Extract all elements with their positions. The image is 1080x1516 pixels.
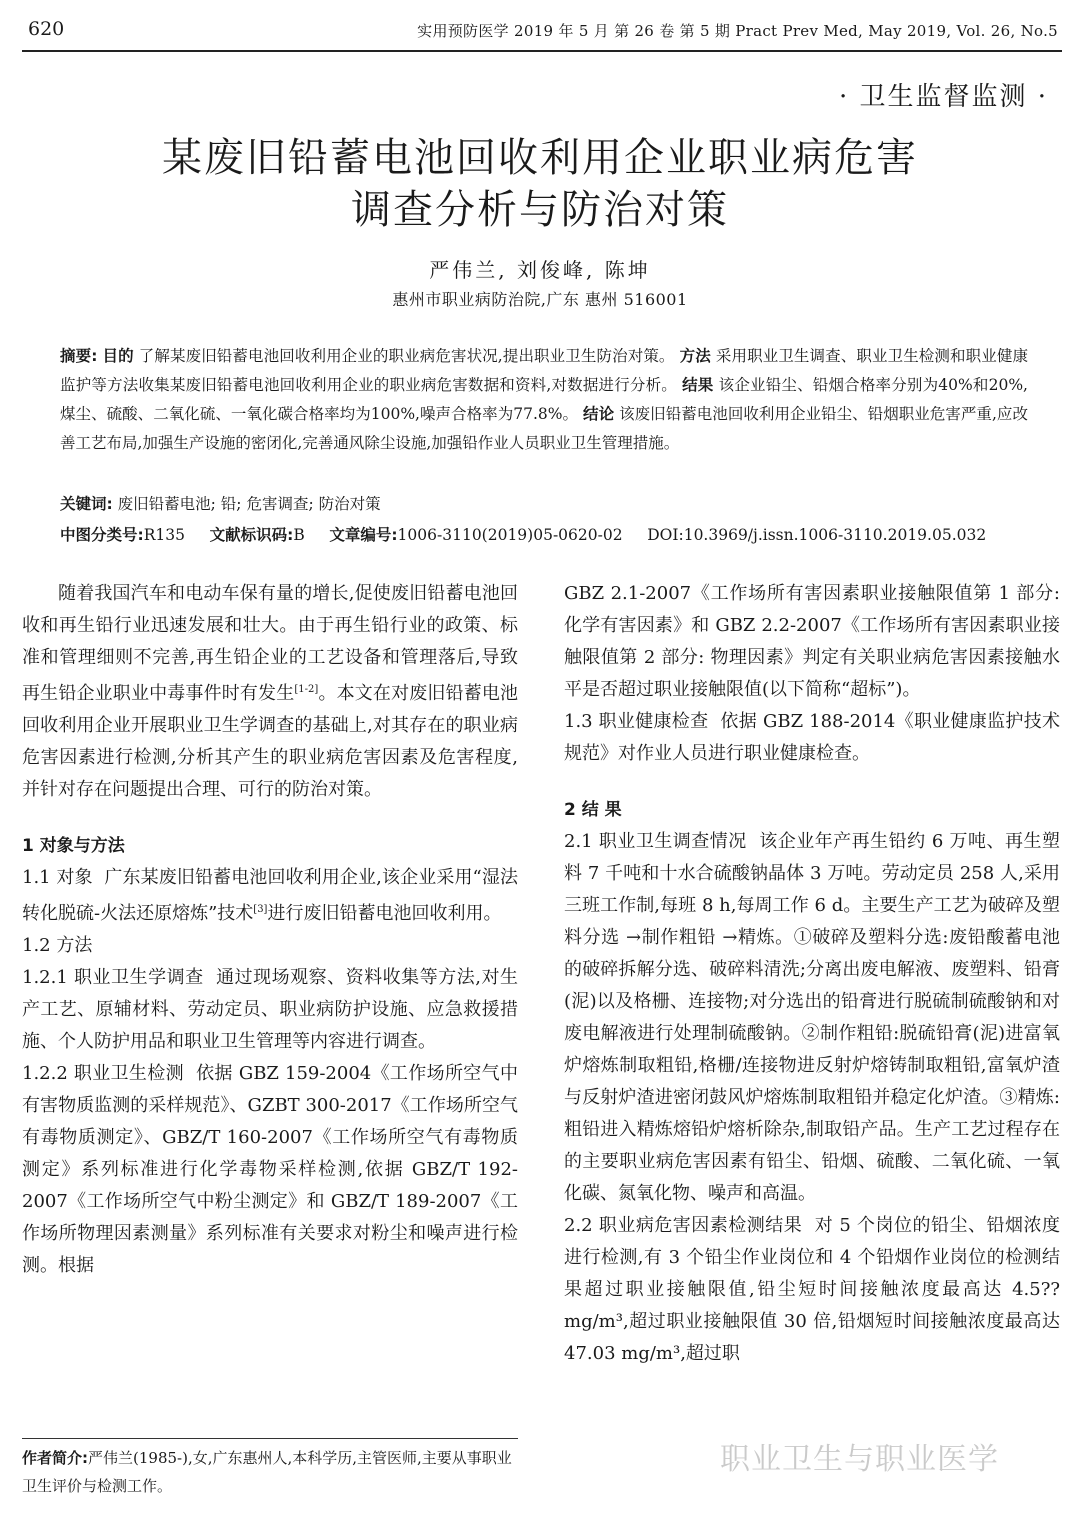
- clc-label: 中图分类号:: [60, 526, 144, 544]
- section-2-heading: 2 结 果: [564, 800, 622, 820]
- results-label: 结果: [682, 376, 714, 394]
- abstract: [60, 342, 1028, 458]
- right-column: [564, 578, 1060, 1370]
- footnote-divider: [22, 1438, 518, 1439]
- article-meta: [60, 523, 986, 545]
- conclusion-label: 结论: [583, 405, 615, 423]
- header-divider: [22, 50, 1062, 52]
- keywords-value: 废旧铅蓄电池; 铅; 危害调查; 防治对策: [117, 495, 381, 513]
- section-1-2-heading: 1.2 方法: [22, 935, 93, 956]
- abstract-label: 摘要:: [60, 347, 98, 365]
- intro-citation: [1-2]: [294, 684, 319, 695]
- section-1-3: 1.3 职业健康检查 依据 GBZ 188-2014《职业健康监护技术规范》对作业人员进行职业健康检查。: [564, 711, 1060, 764]
- title-line-1: 某废旧铅蓄电池回收利用企业职业病危害: [162, 135, 918, 181]
- section-2-2: 2.2 职业病危害因素检测结果 对 5 个岗位的铅尘、铅烟浓度进行检测,有 3 个铅尘作业岗位和 4 个铅烟作业岗位的检测结果超过职业接触限值,铅尘短时间接触浓度最高达 4.5?? mg/m³,超过职业接触限值 30 倍,铅烟短时间接触浓度最高达 47.03 mg/m³,超过职: [564, 1215, 1060, 1364]
- continued-paragraph: GBZ 2.1-2007《工作场所有害因素职业接触限值第 1 部分: 化学有害因素》和 GBZ 2.2-2007《工作场所有害因素职业接触限值第 2 部分: 物理因素》判定有关职业病危害因素接触水平是否超过职业接触限值(以下简称“超标”)。: [564, 583, 1060, 700]
- page-number: 620: [28, 18, 65, 40]
- s11-citation: [3]: [253, 904, 268, 915]
- left-column: [22, 578, 518, 1282]
- authors: 严伟兰, 刘俊峰, 陈坤: [429, 258, 651, 282]
- section-1-1: 1.1 对象 广东某废旧铅蓄电池回收利用企业,该企业采用“湿法转化脱硫-火法还原熔炼”技术[3]进行废旧铅蓄电池回收利用。: [22, 867, 518, 924]
- keywords-label: 关键词:: [60, 495, 113, 513]
- author-footnote: [22, 1444, 522, 1500]
- article-label: 文章编号:: [329, 526, 398, 544]
- doc-value: B: [293, 526, 305, 544]
- conclusion-text: 该废旧铅蓄电池回收利用企业铅尘、铅烟职业危害严重,应改善工艺布局,加强生产设施的密闭化,完善通风除尘设施,加强铅作业人员职业卫生管理措施。: [60, 405, 1028, 452]
- footnote-text: 严伟兰(1985-),女,广东惠州人,本科学历,主管医师,主要从事职业卫生评价与检测工作。: [22, 1449, 512, 1495]
- title-line-2: 调查分析与防治对策: [351, 187, 729, 233]
- objective-label: 目的: [102, 347, 134, 365]
- section-tag: · 卫生监督监测 ·: [838, 82, 1048, 112]
- footnote-label: 作者简介:: [22, 1449, 88, 1467]
- section-2-1: 2.1 职业卫生调查情况 该企业年产再生铅约 6 万吨、再生塑料 7 千吨和十水合硫酸钠晶体 3 万吨。劳动定员 258 人,采用三班工作制,每班 8 h,每周工作 6 d。主要生产工艺为破碎及塑料分选 →制作粗铅 →精炼。①破碎及塑料分选:废铅酸蓄电池的破碎拆解分选、破碎料清洗;分离出废电解液、废塑料、铅膏(泥)以及格栅、连接物;对分选出的铅膏进行脱硫制硫酸钠和对废电解液进行处理制硫酸钠。②制作粗铅:脱硫铅膏(泥)进富氧炉熔炼制取粗铅,格栅/连接物进反射炉熔铸制取粗铅,富氧炉渣与反射炉渣进密闭鼓风炉熔炼制取粗铅并稳定化炉渣。③精炼:粗铅进入精炼熔铅炉熔析除杂,制取铅产品。生产工艺过程存在的主要职业病危害因素有铅尘、铅烟、硫酸、二氧化硫、一氧化碳、氮氧化物、噪声和高温。: [564, 831, 1060, 1204]
- section-1-2-1: 1.2.1 职业卫生学调查 通过现场观察、资料收集等方法,对生产工艺、原辅材料、劳动定员、职业病防护设施、应急救援措施、个人防护用品和职业卫生管理等内容进行调查。: [22, 967, 518, 1052]
- objective-text: 了解某废旧铅蓄电池回收利用企业的职业病危害状况,提出职业卫生防治对策。: [138, 347, 675, 365]
- clc-value: R135: [143, 526, 185, 544]
- methods-text: 采用职业卫生调查、职业卫生检测和职业健康监护等方法收集某废旧铅蓄电池回收利用企业的职业病危害数据和资料,对数据进行分析。: [60, 347, 1028, 394]
- methods-label: 方法: [679, 347, 711, 365]
- intro-paragraph: 随着我国汽车和电动车保有量的增长,促使废旧铅蓄电池回收和再生铅行业迅速发展和壮大。由于再生铅行业的政策、标准和管理细则不完善,再生铅企业的工艺设备和管理落后,导致再生铅企业职业中毒事件时有发生[1-2]。本文在对废旧铅蓄电池回收利用企业开展职业卫生学调查的基础上,对其存在的职业病危害因素进行检测,分析其产生的职业病危害因素及危害程度,并针对存在问题提出合理、可行的防治对策。: [22, 583, 519, 800]
- affiliation: 惠州市职业病防治院,广东 惠州 516001: [392, 290, 688, 309]
- doi: DOI:10.3969/j.issn.1006-3110.2019.05.032: [647, 526, 987, 544]
- results-text: 该企业铅尘、铅烟合格率分别为40%和20%,煤尘、硫酸、二氧化硫、一氧化碳合格率均为100%,噪声合格率为77.8%。: [60, 376, 1028, 423]
- journal-header: 实用预防医学 2019 年 5 月 第 26 卷 第 5 期 Pract Prev Med, May 2019, Vol. 26, No.5: [417, 22, 1058, 40]
- keywords: [60, 492, 381, 514]
- article-value: 1006-3110(2019)05-0620-02: [397, 526, 623, 544]
- section-1-heading: 1 对象与方法: [22, 836, 125, 856]
- doc-label: 文献标识码:: [209, 526, 294, 544]
- watermark: 职业卫生与职业医学: [720, 1442, 999, 1477]
- section-1-2-2: 1.2.2 职业卫生检测 依据 GBZ 159-2004《工作场所空气中有害物质监测的采样规范》、GZBT 300-2017《工作场所空气有毒物质测定》、GBZ/T 160-2007《工作场所空气有毒物质测定》系列标准进行化学毒物采样检测,依据 GBZ/T 192-2007《工作场所空气中粉尘测定》和 GBZ/T 189-2007《工作场所物理因素测量》系列标准有关要求对粉尘和噪声进行检测。根据: [22, 1063, 518, 1276]
